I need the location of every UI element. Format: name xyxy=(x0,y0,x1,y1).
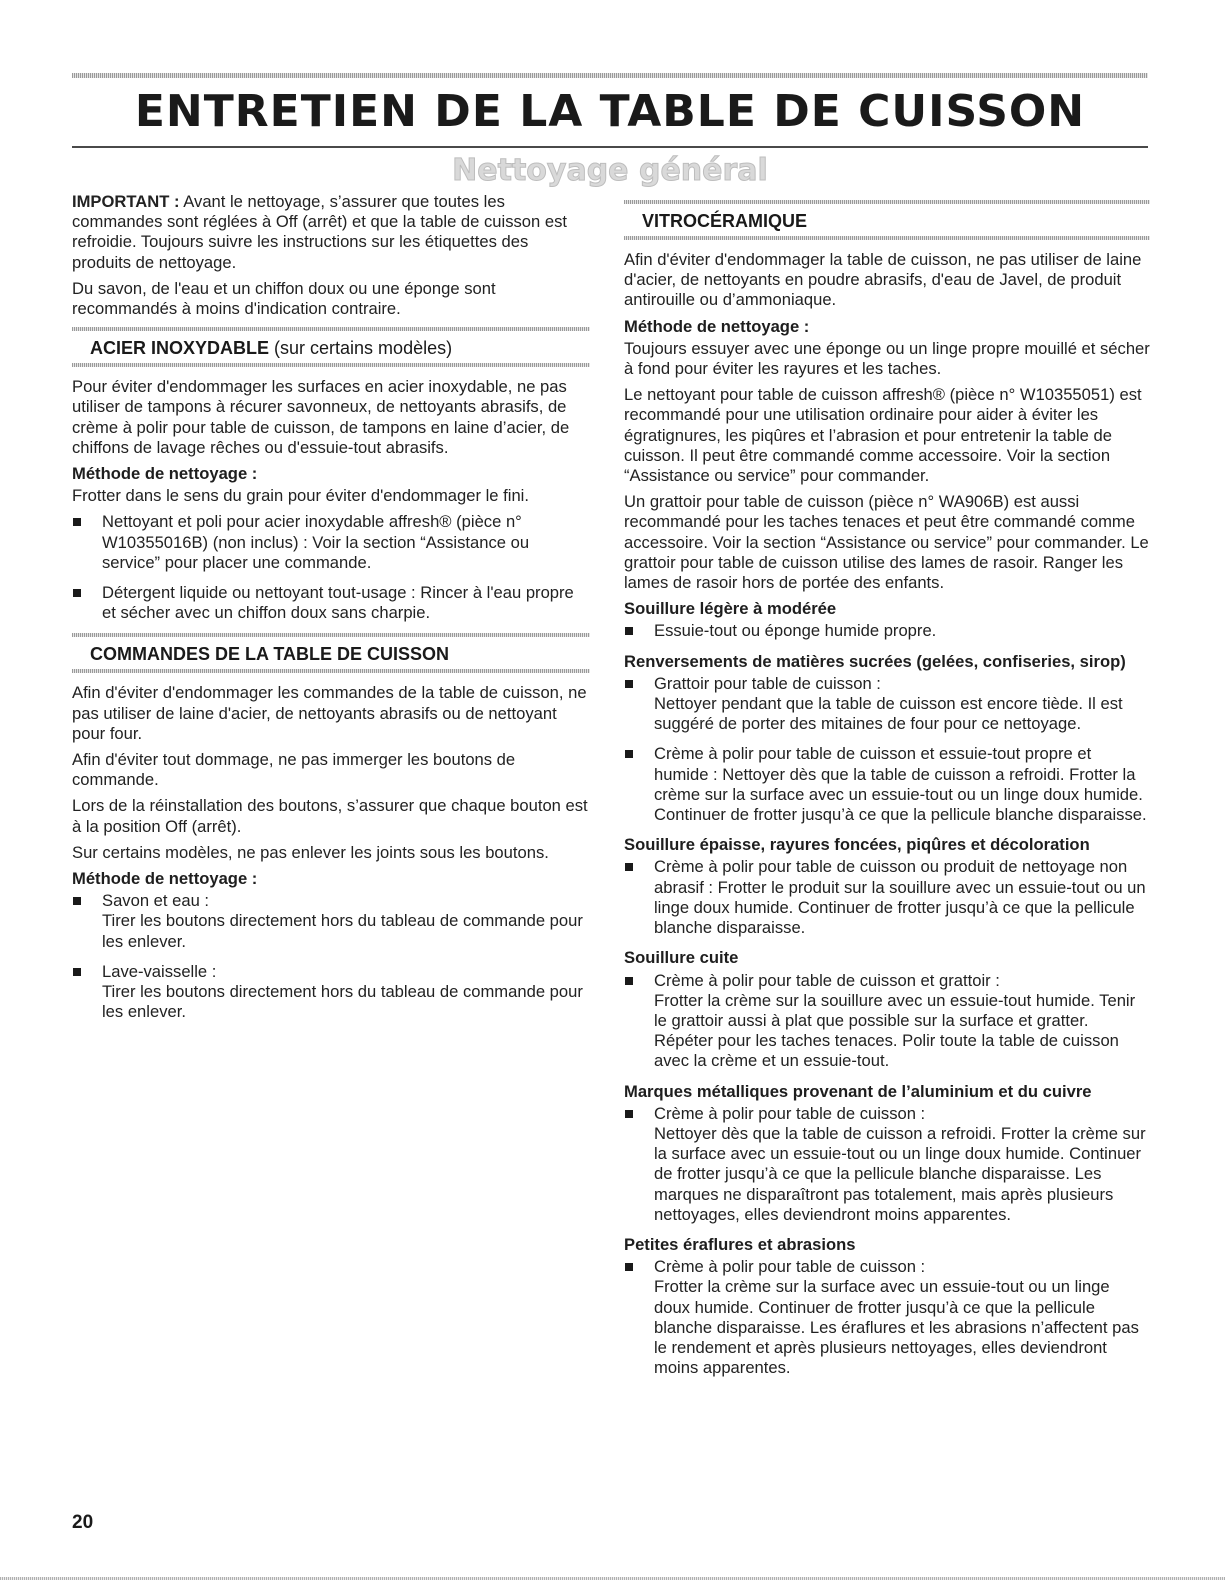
important-paragraph xyxy=(72,192,590,273)
list-item-text: Frotter la crème sur la souillure avec un essuie-tout humide. Tenir le grattoir aussi à plat que possible sur la surface et gratter. Répéter pour les taches tenaces. Polir toute la table de cuisson avec la crème et un essuie-tout. xyxy=(654,990,1136,1071)
important-text: Avant le nettoyage, s’assurer que toutes les commandes sont réglées à Off (arrêt) et que la table de cuisson est refroidie. Toujours suivre les instructions sur les étiquettes des produits de nettoyage. xyxy=(72,192,568,272)
left-column xyxy=(72,192,590,1033)
soil-bullet-list xyxy=(624,674,1150,825)
method-heading: Méthode de nettoyage : xyxy=(624,316,810,336)
controls-bullet-list xyxy=(72,891,590,1022)
soil-heading: Souillure cuite xyxy=(624,948,739,968)
vitro-paragraph: Un grattoir pour table de cuisson (pièce n° WA906B) est aussi recommandé pour les taches tenaces et peut être commandé comme accessoire. Voir la section “Assistance ou service” pour commander. Le grattoir pour table de cuisson utilise des lames de rasoir. Ranger les lames de rasoir hors de portée des enfants. xyxy=(624,492,1149,593)
list-item-text: Nettoyer dès que la table de cuisson a refroidi. Frotter la crème sur la surface avec un essuie-tout ou un linge doux humide. Continuer de frotter jusqu’à ce que la pellicule blanche disparaisse. Les marques ne disparaîtront pas totalement, mais après plusieurs nettoyages, elles deviendront moins apparentes. xyxy=(654,1123,1146,1224)
list-item-text: Crème à polir pour table de cuisson ou produit de nettoyage non abrasif : Frotter le produit sur la souillure avec un essuie-tout ou un linge doux humide. Continuer de frotter jusqu’à ce que la pellicule blanche disparaisse. xyxy=(654,857,1146,938)
section-rule xyxy=(72,363,590,367)
bottom-rule xyxy=(0,1577,1225,1580)
controls-paragraph: Afin d'éviter d'endommager les commandes de la table de cuisson, ne pas utiliser de laine d'acier, de nettoyants abrasifs ou de nettoyant pour four. xyxy=(72,683,587,743)
important-label: IMPORTANT : xyxy=(72,192,180,211)
soil-heading: Souillure épaisse, rayures foncées, piqûres et décoloration xyxy=(624,835,1090,855)
list-item xyxy=(72,891,590,952)
bullet-square-icon xyxy=(625,1263,633,1271)
list-item-title: Grattoir pour table de cuisson : xyxy=(654,673,881,693)
list-item xyxy=(624,971,1150,1072)
controls-paragraph: Afin d'éviter tout dommage, ne pas immerger les boutons de commande. xyxy=(72,750,516,790)
list-item-text: Essuie-tout ou éponge humide propre. xyxy=(654,621,937,641)
soil-bullet-list xyxy=(624,621,1150,641)
list-item xyxy=(624,744,1150,825)
list-item xyxy=(624,857,1150,938)
section-heading xyxy=(72,331,590,363)
intro-paragraph: Du savon, de l'eau et un chiffon doux ou une éponge sont recommandés à moins d'indication contraire. xyxy=(72,278,496,319)
list-item-title: Lave-vaisselle : xyxy=(102,961,217,981)
section-header-controls xyxy=(72,633,590,673)
soil-bullet-list xyxy=(624,1257,1150,1378)
vitroceramique-heading: VITROCÉRAMIQUE xyxy=(642,211,808,231)
list-item xyxy=(624,1104,1150,1225)
bullet-square-icon xyxy=(625,627,633,635)
list-item-text: Tirer les boutons directement hors du tableau de commande pour les enlever. xyxy=(102,911,583,951)
list-item-title: Crème à polir pour table de cuisson : xyxy=(654,1257,926,1277)
controls-paragraph: Sur certains modèles, ne pas enlever les joints sous les boutons. xyxy=(72,842,549,862)
soil-heading: Marques métalliques provenant de l’aluminium et du cuivre xyxy=(624,1081,1092,1101)
list-item xyxy=(624,621,1150,641)
list-item-text: Détergent liquide ou nettoyant tout-usage : Rincer à l'eau propre et sécher avec un chiffon doux sans charpie. xyxy=(102,583,574,623)
bullet-square-icon xyxy=(73,589,81,597)
method-heading: Méthode de nettoyage : xyxy=(72,869,258,889)
list-item-text: Tirer les boutons directement hors du tableau de commande pour les enlever. xyxy=(102,982,583,1022)
stainless-method-paragraph: Frotter dans le sens du grain pour éviter d'endommager le fini. xyxy=(72,486,529,506)
list-item-title: Crème à polir pour table de cuisson et grattoir : xyxy=(654,970,1000,990)
vitro-paragraph: Afin d'éviter d'endommager la table de cuisson, ne pas utiliser de laine d'acier, de nettoyants en poudre abrasifs, d'eau de Javel, de produit antirouille ou d’ammoniaque. xyxy=(624,250,1142,310)
list-item xyxy=(72,962,590,1023)
bullet-square-icon xyxy=(73,518,81,526)
section-rule xyxy=(624,236,1150,240)
stainless-heading: ACIER INOXYDABLE xyxy=(90,338,270,359)
soil-heading: Renversements de matières sucrées (gelées, confiseries, sirop) xyxy=(624,651,1126,671)
stainless-heading-suffix: (sur certains modèles) xyxy=(274,338,453,359)
vitro-paragraph: Toujours essuyer avec une éponge ou un linge propre mouillé et sécher à fond pour éviter les rayures et les taches. xyxy=(624,338,1150,379)
bullet-square-icon xyxy=(625,680,633,688)
title-rule xyxy=(72,146,1148,148)
page-number: 20 xyxy=(72,1512,94,1533)
soil-heading: Petites éraflures et abrasions xyxy=(624,1234,856,1254)
list-item-text: Crème à polir pour table de cuisson et essuie-tout propre et humide : Nettoyer dès que la table de cuisson a refroidi. Frotter la crème sur la surface avec un essuie-tout ou un linge doux humide. Continuer de frotter jusqu’à ce que la pellicule blanche disparaisse. xyxy=(654,744,1147,825)
bullet-square-icon xyxy=(625,1110,633,1118)
list-item-text: Nettoyer pendant que la table de cuisson est encore tiède. Il est suggéré de porter des mitaines de four pour ce nettoyage. xyxy=(654,694,1123,734)
section-rule xyxy=(72,669,590,673)
section-header-vitroceramique xyxy=(624,200,1150,240)
list-item xyxy=(624,1257,1150,1378)
right-column xyxy=(624,192,1150,1388)
page-title: ENTRETIEN DE LA TABLE DE CUISSON xyxy=(134,86,1086,137)
list-item xyxy=(72,583,590,623)
list-item xyxy=(624,674,1150,735)
list-item-title: Crème à polir pour table de cuisson : xyxy=(654,1103,926,1123)
top-rule xyxy=(72,73,1148,78)
bullet-square-icon xyxy=(73,897,81,905)
controls-heading: COMMANDES DE LA TABLE DE CUISSON xyxy=(90,644,450,665)
soil-heading: Souillure légère à modérée xyxy=(624,599,837,619)
bullet-square-icon xyxy=(625,750,633,758)
method-heading: Méthode de nettoyage : xyxy=(72,464,258,484)
section-header-stainless xyxy=(72,327,590,367)
list-item-text: Frotter la crème sur la surface avec un essuie-tout ou un linge doux humide. Continuer de frotter jusqu’à ce que la pellicule blanche disparaisse. Les éraflures et les abrasions n’affectent pas le rendement et après plusieurs nettoyages, elles deviendront moins apparentes. xyxy=(654,1277,1139,1378)
stainless-paragraph: Pour éviter d'endommager les surfaces en acier inoxydable, ne pas utiliser de tampons à récurer savonneux, de nettoyants abrasifs, de crème à polir pour table de cuisson, de tampons en laine d’acier, de chiffons de lavage rêches ou d'essuie-tout abrasifs. xyxy=(72,377,570,457)
bullet-square-icon xyxy=(625,977,633,985)
section-subtitle: Nettoyage général xyxy=(452,153,768,188)
soil-bullet-list xyxy=(624,857,1150,938)
bullet-square-icon xyxy=(625,863,633,871)
list-item-title: Savon et eau : xyxy=(102,891,210,911)
soil-bullet-list xyxy=(624,971,1150,1072)
list-item xyxy=(72,512,590,573)
soil-bullet-list xyxy=(624,1104,1150,1225)
controls-paragraph: Lors de la réinstallation des boutons, s’assurer que chaque bouton est à la position Off (arrêt). xyxy=(72,796,588,836)
stainless-bullet-list xyxy=(72,512,590,623)
bullet-square-icon xyxy=(73,968,81,976)
list-item-text: Nettoyant et poli pour acier inoxydable affresh® (pièce n° W10355016B) (non inclus) : Voir la section “Assistance ou service” pour placer une commande. xyxy=(102,512,530,572)
vitro-paragraph: Le nettoyant pour table de cuisson affresh® (pièce n° W10355051) est recommandé pour une utilisation ordinaire pour aider à éviter les égratignures, les piqûres et l’abrasion et pour entretenir la table de cuisson. Il peut être commandé comme accessoire. Voir la section “Assistance ou service” pour commander. xyxy=(624,385,1142,486)
